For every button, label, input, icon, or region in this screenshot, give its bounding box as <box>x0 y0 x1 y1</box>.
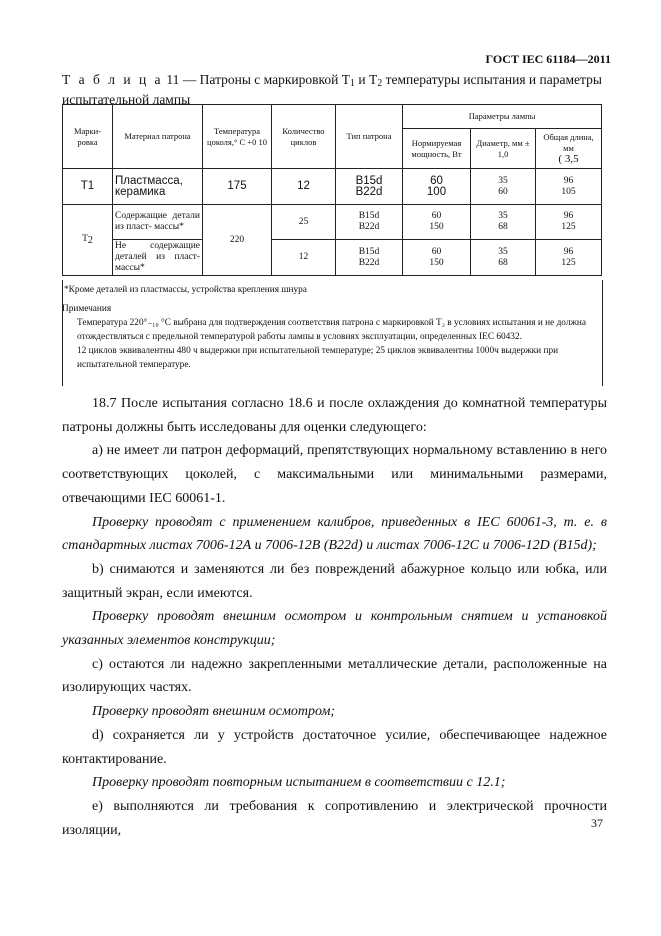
paragraph-a: а) не имеет ли патрон деформаций, препятствующих нормальному вставлению в него соответствующих цоколей, с максимальными или минимальными размерами, отвечающими IEC 60061-1. <box>62 443 607 506</box>
document-header: ГОСТ IEC 61184—2011 <box>485 52 611 66</box>
cell-length: 96 125 <box>536 205 602 240</box>
caption-t2: 2 <box>377 78 383 89</box>
header-length-text: Общая длина, мм <box>543 132 594 153</box>
notes-title: Примечания <box>62 304 112 314</box>
caption-label: Т а б л и ц а <box>62 72 164 87</box>
table-caption <box>62 72 607 108</box>
paragraph-c: с) остаются ли надежно закрепленными металлические детали, расположенные на изолирующих частях. <box>62 656 607 696</box>
header-temperature: Температура цоколя,° С +0 10 <box>203 105 272 169</box>
paragraph-check-d: Проверку проводят повторным испытанием в соответствии с 12.1; <box>92 775 506 791</box>
header-cycles: Количество циклов <box>272 105 336 169</box>
cell-marking: T1 <box>63 169 113 205</box>
header-type: Тип патрона <box>336 105 403 169</box>
cell-diameter: 35 68 <box>471 205 536 240</box>
header-length-tolerance: ( 3,5 <box>558 153 579 165</box>
table-row <box>63 169 602 205</box>
cell-marking: T2 <box>63 205 113 276</box>
cell-type: B15d B22d <box>336 205 403 240</box>
cell-cycles: 12 <box>272 240 336 276</box>
cell-power: 60 100 <box>403 169 471 205</box>
test-parameters-table <box>62 104 602 276</box>
note-2: 12 циклов эквивалентны 480 ч выдержки при испытательной температуре; 25 циклов эквивалентны 1000ч выдержки при испытательной температуре. <box>77 346 559 370</box>
paragraph-d: d) сохраняется ли у устройств достаточное усилие, обеспечивающее надежное контактирование. <box>62 727 607 767</box>
cell-material: Не содержащие деталей из пласт- массы* <box>113 240 203 276</box>
header-material: Материал патрона <box>113 105 203 169</box>
paragraph-check-b: Проверку проводят внешним осмотром и контрольным снятием и установкой указанных элементов конструкции; <box>62 609 607 649</box>
cell-power: 60 150 <box>403 240 471 276</box>
table-row <box>63 205 602 240</box>
cell-cycles: 12 <box>272 169 336 205</box>
paragraph-check-a: Проверку проводят с применением калибров, приведенных в IEC 60061-3, т. е. в стандартных листах 7006-12А и 7006-12В (B22d) и листах 7006-12С и 7006-12D (B15d); <box>62 514 607 554</box>
caption-rest: температуры испытания и параметры испытательной лампы <box>62 72 602 107</box>
cell-material: Содержащие детали из пласт- массы* <box>113 205 203 240</box>
body-text <box>62 392 607 842</box>
caption-t1: 1 <box>350 78 355 89</box>
caption-and: и Т <box>355 72 378 87</box>
table-row <box>63 240 602 276</box>
table-footnote: *Кроме деталей из пластмассы, устройства крепления шнура <box>64 285 307 295</box>
note-1: Температура 220°₋₁₀ °С выбрана для подтверждения соответствия патрона с маркировкой Т₂ в условиях испытания и не должна отождествляться с предельной температурой работы лампы в условиях эксплуатации, определенных IEC 60432. <box>77 318 586 342</box>
cell-diameter: 35 68 <box>471 240 536 276</box>
page-number: 37 <box>591 816 603 830</box>
cell-type: B15d B22d <box>336 169 403 205</box>
header-marking: Марки-ровка <box>63 105 113 169</box>
paragraph-b: b) снимаются и заменяются ли без повреждений абажурное кольцо или юбка, или защитный экран, если имеются. <box>62 561 607 601</box>
header-power: Нормируемая мощность, Вт <box>403 129 471 169</box>
paragraph-check-c: Проверку проводят внешним осмотром; <box>92 704 336 720</box>
caption-number: 11 <box>166 72 180 87</box>
cell-length: 96 125 <box>536 240 602 276</box>
caption-title: — Патроны с маркировкой Т <box>182 72 350 87</box>
cell-cycles: 25 <box>272 205 336 240</box>
cell-temp: 220 <box>203 205 272 276</box>
cell-temp: 175 <box>203 169 272 205</box>
cell-material: Пластмасса, керамика <box>113 169 203 205</box>
paragraph-18-7: 18.7 После испытания согласно 18.6 и после охлаждения до комнатной температуры патроны должны быть исследованы для оценки следующего: <box>62 396 607 435</box>
cell-diameter: 35 60 <box>471 169 536 205</box>
header-length <box>536 129 602 169</box>
table-notes <box>62 283 601 372</box>
cell-power: 60 150 <box>403 205 471 240</box>
cell-length: 96 105 <box>536 169 602 205</box>
header-diameter: Диаметр, мм ± 1,0 <box>471 129 536 169</box>
header-lamp-params: Параметры лампы <box>403 105 602 129</box>
cell-type: B15d B22d <box>336 240 403 276</box>
paragraph-e: е) выполняются ли требования к сопротивлению и электрической прочности изоляции, <box>62 798 607 838</box>
